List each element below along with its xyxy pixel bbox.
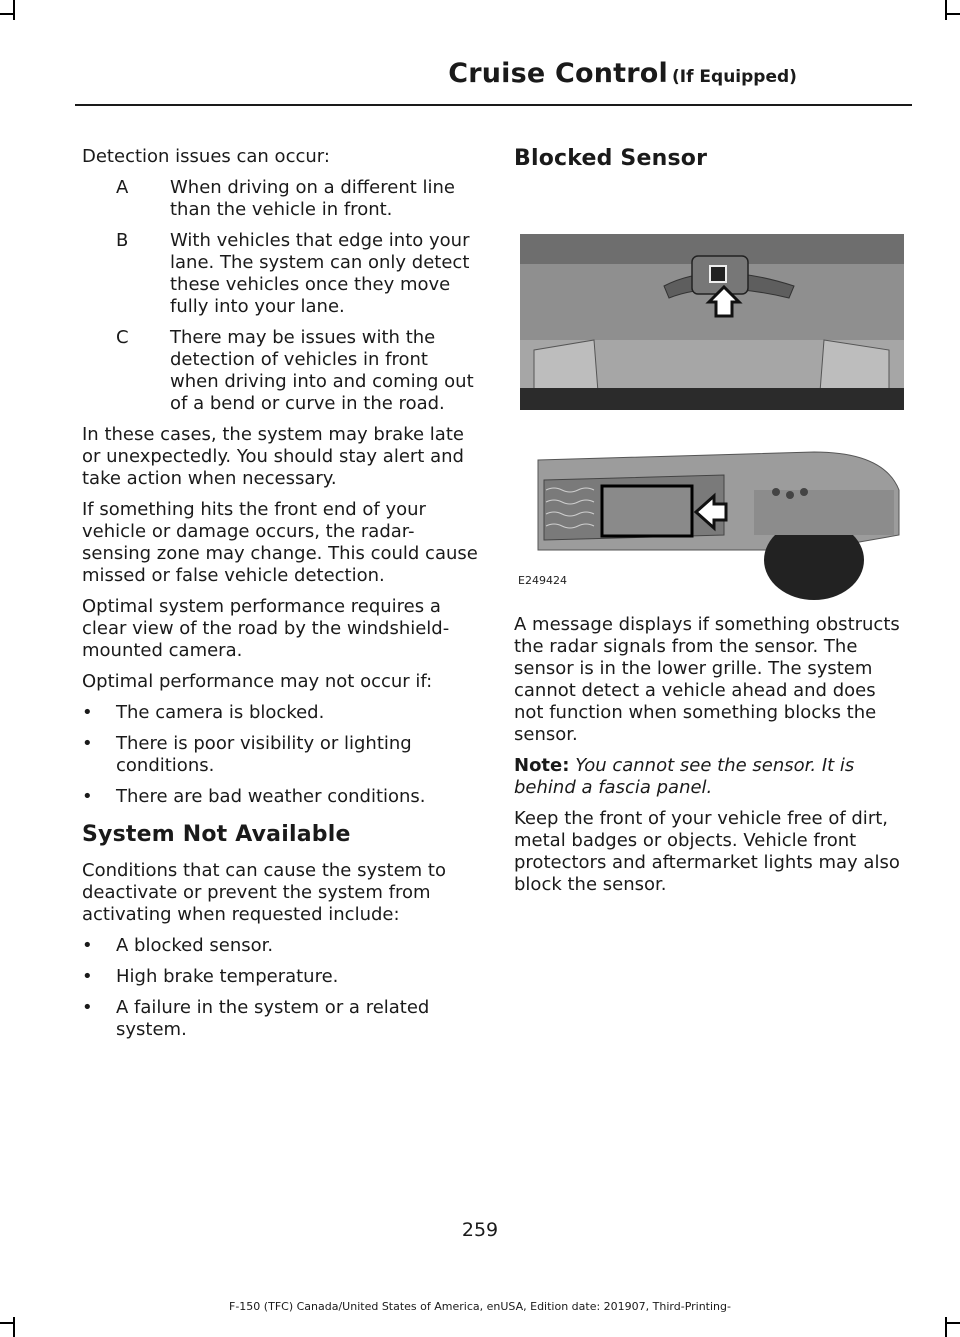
section-heading: Blocked Sensor	[514, 146, 708, 171]
bullet-text: There are bad weather conditions.	[116, 786, 426, 807]
paragraph: If something hits the front end of your vehicle or damage occurs, the radar-sensing zone may change. This could cause missed or false vehicle detection.	[82, 499, 478, 586]
crop-mark	[947, 13, 960, 15]
paragraph: Conditions that can cause the system to deactivate or prevent the system from activating when requested include:	[82, 860, 446, 925]
crop-mark	[13, 0, 15, 20]
right-column	[514, 146, 910, 905]
page-number: 259	[461, 1219, 499, 1241]
radar-sensor-area	[602, 486, 692, 536]
note	[514, 755, 910, 799]
paragraph: A message displays if something obstructs the radar signals from the sensor. The sensor is in the lower grille. The system cannot detect a vehicle ahead and does not function when something blocks the sensor.	[514, 614, 900, 745]
crop-mark	[0, 1322, 13, 1324]
item-letter: C	[116, 327, 129, 348]
bullet-item	[82, 966, 482, 988]
sensor-diagram	[514, 190, 910, 600]
camera-lens	[710, 266, 726, 282]
item-letter: A	[116, 177, 129, 198]
crop-mark	[13, 1317, 15, 1337]
figure-code: E249424	[518, 574, 567, 587]
lettered-item	[82, 230, 482, 318]
bullet-glyph: •	[82, 702, 93, 723]
note-label: Note:	[514, 755, 570, 776]
bullet-text: The camera is blocked.	[116, 702, 325, 723]
lettered-item	[82, 327, 482, 415]
item-text: With vehicles that edge into your lane. The system can only detect these vehicles once they move fully into your lane.	[170, 230, 470, 317]
item-letter: B	[116, 230, 129, 251]
bullet-glyph: •	[82, 966, 93, 987]
page-subtitle: (If Equipped)	[672, 67, 797, 87]
sensor-illustration	[514, 190, 910, 600]
paragraph: Optimal system performance requires a clear view of the road by the windshield-mounted camera.	[82, 596, 450, 661]
bullet-text: A blocked sensor.	[116, 935, 274, 956]
bullet-item	[82, 702, 482, 724]
note-text: You cannot see the sensor. It is behind a fascia panel.	[514, 755, 855, 798]
paragraph: Optimal performance may not occur if:	[82, 671, 433, 692]
bullet-item	[82, 997, 482, 1041]
crop-mark	[0, 13, 13, 15]
item-text: There may be issues with the detection of vehicles in front when driving into and coming out of a bend or curve in the road.	[170, 327, 474, 414]
crop-mark	[945, 1317, 947, 1337]
header-rule	[75, 104, 912, 106]
crop-mark	[947, 1322, 960, 1324]
bullet-glyph: •	[82, 935, 93, 956]
bullet-text: High brake temperature.	[116, 966, 339, 987]
bullet-item	[82, 733, 482, 777]
footer-text: F-150 (TFC) Canada/United States of America, enUSA, Edition date: 201907, Third-Printing-	[229, 1300, 731, 1313]
left-column	[82, 146, 482, 1050]
paragraph: Keep the front of your vehicle free of dirt, metal badges or objects. Vehicle front protectors and aftermarket lights may also block the sensor.	[514, 808, 900, 895]
bullet-text: A failure in the system or a related system.	[116, 997, 430, 1040]
bullet-glyph: •	[82, 997, 93, 1018]
section-heading: System Not Available	[82, 822, 351, 847]
bullet-item	[82, 935, 482, 957]
crop-mark	[945, 0, 947, 20]
bullet-glyph: •	[82, 786, 93, 807]
bullet-text: There is poor visibility or lighting conditions.	[116, 733, 412, 776]
lettered-item	[82, 177, 482, 221]
intro-text: Detection issues can occur:	[82, 146, 330, 167]
paragraph: In these cases, the system may brake late or unexpectedly. You should stay alert and take action when necessary.	[82, 424, 464, 489]
bullet-item	[82, 786, 482, 808]
item-text: When driving on a different line than the vehicle in front.	[170, 177, 455, 220]
page-title: Cruise Control	[448, 58, 668, 89]
bullet-glyph: •	[82, 733, 93, 754]
